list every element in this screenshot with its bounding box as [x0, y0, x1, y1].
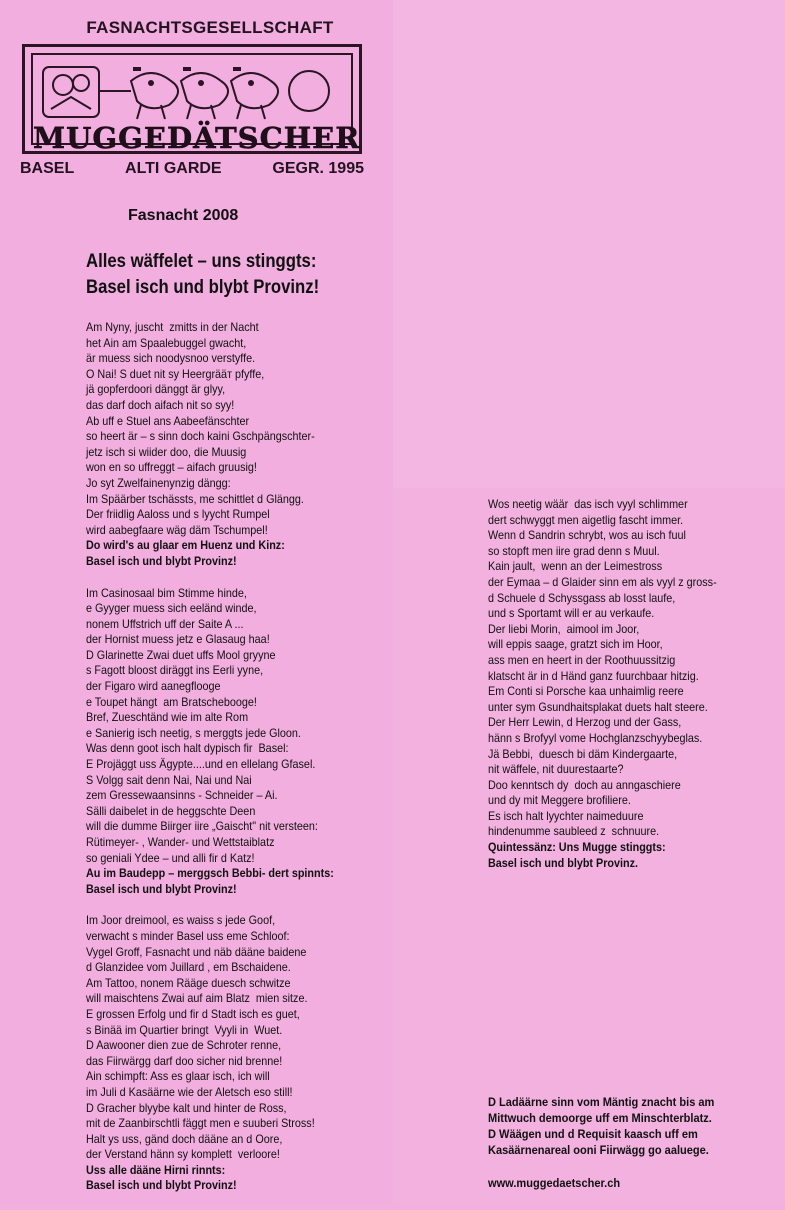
- poem-line: Sälli daibelet in de heggschte Deen: [86, 803, 256, 818]
- poem-line: Em Conti si Porsche kaa unhaimlig reere: [488, 684, 684, 699]
- poem-line: O Nai! S duet nit sy Heergrääт pfyffe,: [86, 366, 265, 381]
- poem-left-column: [86, 320, 334, 1210]
- poem-stanza: [86, 913, 334, 1194]
- poem-line: Im Casinosaal bim Stimme hinde,: [86, 585, 247, 600]
- poem-line: mit de Zaanbirschtli fäggt men e suuberi Stross!: [86, 1116, 315, 1131]
- poem-line: E grossen Erfolg und fir d Stadt isch es guet,: [86, 1006, 300, 1021]
- poem-line: der Hornist muess jetz e Glasaug haa!: [86, 632, 270, 647]
- poem-line: Der friidlig Aaloss und s lyycht Rumpel: [86, 507, 270, 522]
- logo: [22, 44, 362, 154]
- poem-line: im Juli d Kasäärne wie der Aletsch eso still!: [86, 1084, 293, 1099]
- logo-wordmark: MUGGEDÄTSCHER: [33, 121, 361, 155]
- poem-line: D Aawooner dien zue de Schroter renne,: [86, 1038, 282, 1053]
- poem-line: nonem Uffstrich uff der Saite A ...: [86, 616, 244, 631]
- poem-line: so heert är – s sinn doch kaini Gschpängschter-: [86, 429, 315, 444]
- motto-line-2: Basel isch und blybt Provinz!: [86, 277, 320, 298]
- poem-line: und dy mit Meggere brofiliere.: [488, 793, 631, 808]
- poem-line: Am Tattoo, nonem Rääge duesch schwitze: [86, 975, 291, 990]
- org-city: BASEL: [20, 160, 75, 177]
- poem-line: jä gopferdoori dänggt är glyy,: [86, 382, 226, 397]
- poem-line: hänn s Brofyyl vome Hochglanzschyybeglas.: [488, 730, 703, 745]
- poem-line: won en so uffreggt – aifach gruusig!: [86, 460, 257, 475]
- poem-line: Ain schimpft: Ass es glaar isch, ich will: [86, 1069, 270, 1084]
- poem-line: Es isch halt lyychter naimeduure: [488, 808, 644, 823]
- poem-line: s Fagott bloost diräggt ins Eerli yyne,: [86, 663, 264, 678]
- website-link[interactable]: www.muggedaetscher.ch: [488, 1176, 621, 1190]
- poem-line: Was denn goot isch halt dypisch fir Basel:: [86, 741, 289, 756]
- poem-line: D Glarinette Zwai duet uffs Mool gryyne: [86, 647, 276, 662]
- poem-line: ass men en heert in der Roothuussitzig: [488, 652, 676, 667]
- poem-line: so stopft men iire grad denn s Muul.: [488, 543, 660, 558]
- poem-line: Ab uff e Stuel ans Aabeefänschter: [86, 413, 250, 428]
- notice-line: Kasäärnenareal ooni Fiirwägg go aaluege.: [488, 1143, 709, 1157]
- poem-line: klatscht är in d Händ ganz fuurchbaar hitzig.: [488, 668, 699, 683]
- poem-stanza: [488, 497, 717, 871]
- poem-stanza: [86, 320, 334, 570]
- poem-line: jetz isch si wiider doo, die Muusig: [86, 444, 247, 459]
- poem-line: Im Joor dreimool, es waiss s jede Goof,: [86, 913, 276, 928]
- org-subtitle-row: [20, 160, 364, 178]
- poem-line: will maischtens Zwai auf aim Blatz mien sitze.: [86, 991, 308, 1006]
- poem-line: so geniali Ydee – und alli fir d Katz!: [86, 850, 255, 865]
- poem-line: s Binää im Quartier bringt Vyyli in Wuet.: [86, 1022, 283, 1037]
- poem-line: nit wäffele, nit duurestaarte?: [488, 762, 624, 777]
- poem-refrain-line: Basel isch und blybt Provinz!: [86, 553, 237, 568]
- poem-line: dert schwyggt men aigetlig fascht immer.: [488, 512, 684, 527]
- poem-line: wird aabegfaare wäg däm Tschumpel!: [86, 522, 268, 537]
- poem-line: und s Sportamt will er au verkaufe.: [488, 606, 655, 621]
- poem-line: Jo syt Zwelfainenynzig dängg:: [86, 475, 231, 490]
- poem-line: Halt ys uss, gänd doch dääne an d Oore,: [86, 1131, 283, 1146]
- notice-line: D Wäägen und d Requisit kaasch uff em: [488, 1127, 698, 1141]
- poem-line: verwacht s minder Basel uss eme Schloof:: [86, 928, 290, 943]
- poem-line: Vygel Groff, Fasnacht und näb dääne baidene: [86, 944, 307, 959]
- poem-line: das darf doch aifach nit so syy!: [86, 397, 235, 412]
- event-notice: [488, 1094, 746, 1158]
- poem-line: das Fiirwärgg darf doo sicher nid brenne!: [86, 1053, 283, 1068]
- poem-line: het Ain am Spaalebuggel gwacht,: [86, 335, 247, 350]
- poem-refrain-line: Basel isch und blybt Provinz!: [86, 881, 237, 896]
- poem-right-column: [488, 497, 717, 871]
- right-top-page: [393, 0, 785, 488]
- poem-line: e Gyyger muess sich eeländ winde,: [86, 601, 257, 616]
- poem-line: Am Nyny, juscht zmitts in der Nacht: [86, 320, 259, 334]
- poem-line: Wos neetig wäär das isch vyyl schlimmer: [488, 497, 688, 511]
- motto-headline: [86, 249, 350, 301]
- logo-mosquito-illustration: [41, 61, 347, 121]
- poem-line: zem Gressewaansinns - Schneider – Ai.: [86, 788, 278, 803]
- poem-line: will eppis saage, gratzt sich im Hoor,: [488, 637, 663, 652]
- poem-line: Doo kenntsch dy doch au anngaschiere: [488, 777, 681, 792]
- poem-line: hindenumme saubleed z schnuure.: [488, 824, 660, 839]
- poem-refrain-line: Uss alle dääne Hirni rinnts:: [86, 1162, 226, 1177]
- notice-line: Mittwuch demoorge uff em Minschterblatz.: [488, 1111, 712, 1125]
- poem-line: Kain jault, wenn an der Leimestross: [488, 559, 663, 574]
- notice-line: D Ladäärne sinn vom Mäntig znacht bis am: [488, 1095, 715, 1109]
- poem-line: Im Späärber tschässts, me schittlet d Glängg.: [86, 491, 304, 506]
- poem-refrain-line: Do wird's au glaar em Huenz und Kinz:: [86, 538, 285, 553]
- poem-line: är muess sich noodysnoo verstyffe.: [86, 351, 256, 366]
- poem-line: unter sym Gsundhaitsplakat duets halt steere.: [488, 699, 708, 714]
- poem-line: will die dumme Biirger iire „Gaischt" nit versteen:: [86, 819, 318, 834]
- poem-stanza: [86, 586, 334, 898]
- poem-line: d Glanzidee vom Juillard , em Bschaidene.: [86, 960, 291, 975]
- motto-line-1: Alles wäffelet – uns stinggts:: [86, 251, 317, 272]
- poem-refrain-line: Basel isch und blybt Provinz!: [86, 1178, 237, 1193]
- poem-line: der Figaro wird aanegflooge: [86, 679, 221, 694]
- poem-line: Bref, Zueschtänd wie im alte Rom: [86, 710, 249, 725]
- poem-line: Wenn d Sandrin schrybt, wos au isch fuul: [488, 528, 686, 543]
- poem-line: e Sanierig isch neetig, s merggts jede Gloon.: [86, 725, 301, 740]
- poem-refrain-line: Quintessänz: Uns Mugge stinggts:: [488, 840, 666, 855]
- org-title: FASNACHTSGESELLSCHAFT: [86, 18, 334, 37]
- poem-line: E Projäggt uss Ägypte....und en ellelang Gfasel.: [86, 757, 316, 772]
- poem-line: e Toupet hängt am Bratschebooge!: [86, 694, 257, 709]
- poem-refrain-line: Basel isch und blybt Provinz.: [488, 855, 639, 870]
- poem-refrain-line: Au im Baudepp – merggsch Bebbi- dert spinnts:: [86, 866, 334, 881]
- poem-line: Der Herr Lewin, d Herzog und der Gass,: [488, 715, 682, 730]
- poem-line: Der liebi Morin, aimool im Joor,: [488, 621, 640, 636]
- logo-frame: [31, 53, 361, 155]
- event-year-title: Fasnacht 2008: [128, 207, 239, 224]
- org-group: ALTI GARDE: [125, 160, 222, 177]
- poem-line: Rütimeyer- , Wander- und Wettstaiblatz: [86, 835, 275, 849]
- poem-line: S Volgg sait denn Nai, Nai und Nai: [86, 772, 252, 787]
- poem-line: D Gracher blyybe kalt und hinter de Ross,: [86, 1100, 287, 1115]
- poem-line: der Verstand hänn sy komplett verloore!: [86, 1147, 280, 1162]
- poem-line: d Schuele d Schyssgass ab losst laufe,: [488, 590, 676, 605]
- org-founded: GEGR. 1995: [272, 160, 364, 177]
- poem-line: der Eymaa – d Glaider sinn em als vyyl z gross-: [488, 574, 717, 589]
- poem-line: Jä Bebbi, duesch bi däm Kindergaarte,: [488, 746, 678, 761]
